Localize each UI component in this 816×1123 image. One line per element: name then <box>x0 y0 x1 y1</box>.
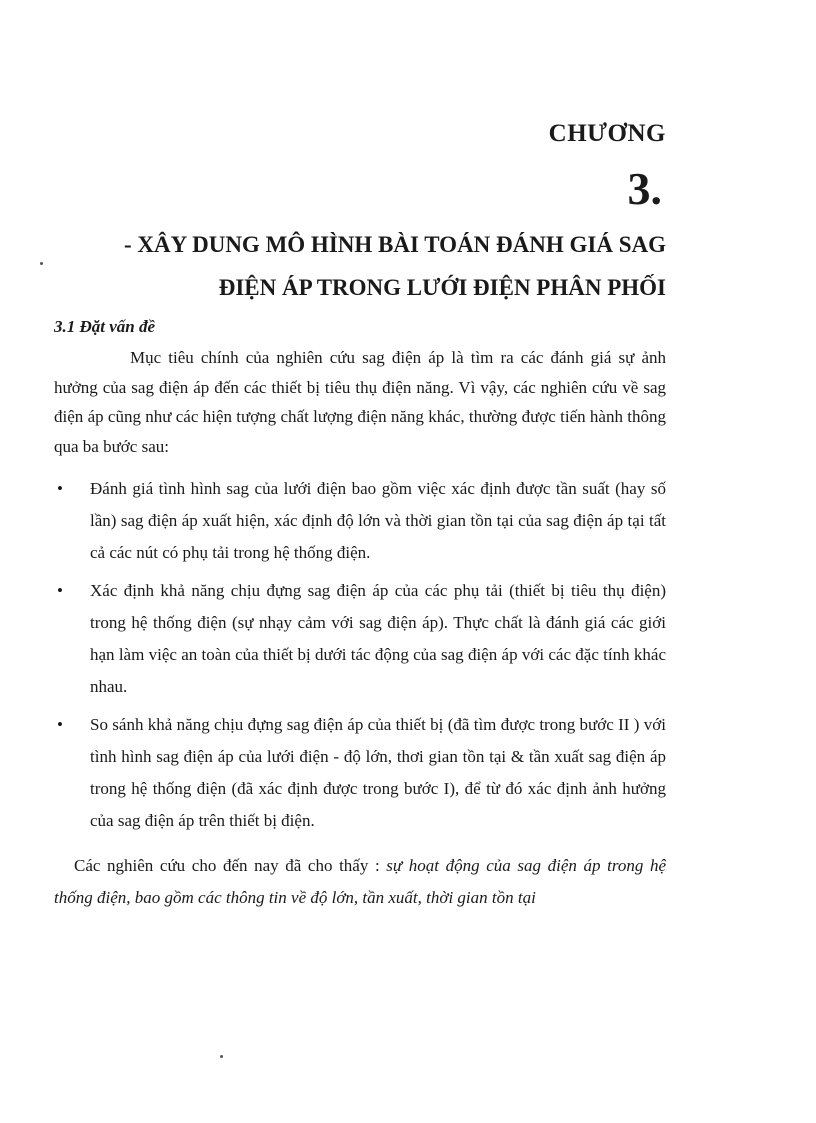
bullet-icon: • <box>57 715 63 734</box>
scan-speck <box>40 262 43 265</box>
list-item-text: Đánh giá tình hình sag của lưới điện bao gồm việc xác định được tần suất (hay số lần) sag điện áp xuất hiện, xác định độ lớn và thời gian tồn tại của sag điện áp tại tất cả các nút có phụ tải trong hệ thống điện. <box>90 479 666 562</box>
list-item <box>54 575 666 703</box>
closing-paragraph <box>54 850 666 914</box>
chapter-title-line-1: - XÂY DUNG MÔ HÌNH BÀI TOÁN ĐÁNH GIÁ SAG <box>123 232 666 257</box>
section-heading: 3.1 Đặt vấn đề <box>54 317 156 336</box>
list-item-text: So sánh khả năng chịu đựng sag điện áp của thiết bị (đã tìm được trong bước II ) với tình hình sag điện áp của lưới điện - độ lớn, thơi gian tồn tại & tần xuất sag điện áp trong hệ thống điện (đã xác định được trong bước I), để từ đó xác định ảnh hưởng của sag điện áp trên thiết bị điện. <box>90 715 666 830</box>
closing-lead-text: Các nghiên cứu cho đến nay đã cho thấy : <box>74 856 387 875</box>
bullet-icon: • <box>57 581 63 600</box>
chapter-label: CHƯƠNG <box>548 120 666 147</box>
step-list <box>54 473 666 843</box>
chapter-title-line-2: ĐIỆN ÁP TRONG LƯỚI ĐIỆN PHÂN PHỐI <box>218 275 666 300</box>
bullet-icon: • <box>57 479 63 498</box>
list-item <box>54 709 666 837</box>
scan-speck <box>220 1055 223 1058</box>
intro-paragraph: Mục tiêu chính của nghiên cứu sag điện áp là tìm ra các đánh giá sự ảnh hưởng của sag điện áp đến các thiết bị tiêu thụ điện năng. Vì vậy, các nghiên cứu về sag điện áp cũng như các hiện tượng chất lượng điện năng khác, thường được tiến hành thông qua ba bước sau: <box>54 348 666 456</box>
closing-italic-text: sự hoạt động của sag điện áp trong hệ thống điện, bao gồm các thông tin về độ lớn, tần xuất, thời gian tồn tại <box>54 856 666 907</box>
chapter-number: 3. <box>627 163 662 214</box>
list-item <box>54 473 666 569</box>
list-item-text: Xác định khả năng chịu đựng sag điện áp của các phụ tải (thiết bị tiêu thụ điện) trong hệ thống điện (sự nhạy cảm với sag điện áp). Thực chất là đánh giá các giới hạn làm việc an toàn của thiết bị dưới tác động của sag điện áp với các đặc tính khác nhau. <box>90 581 666 696</box>
